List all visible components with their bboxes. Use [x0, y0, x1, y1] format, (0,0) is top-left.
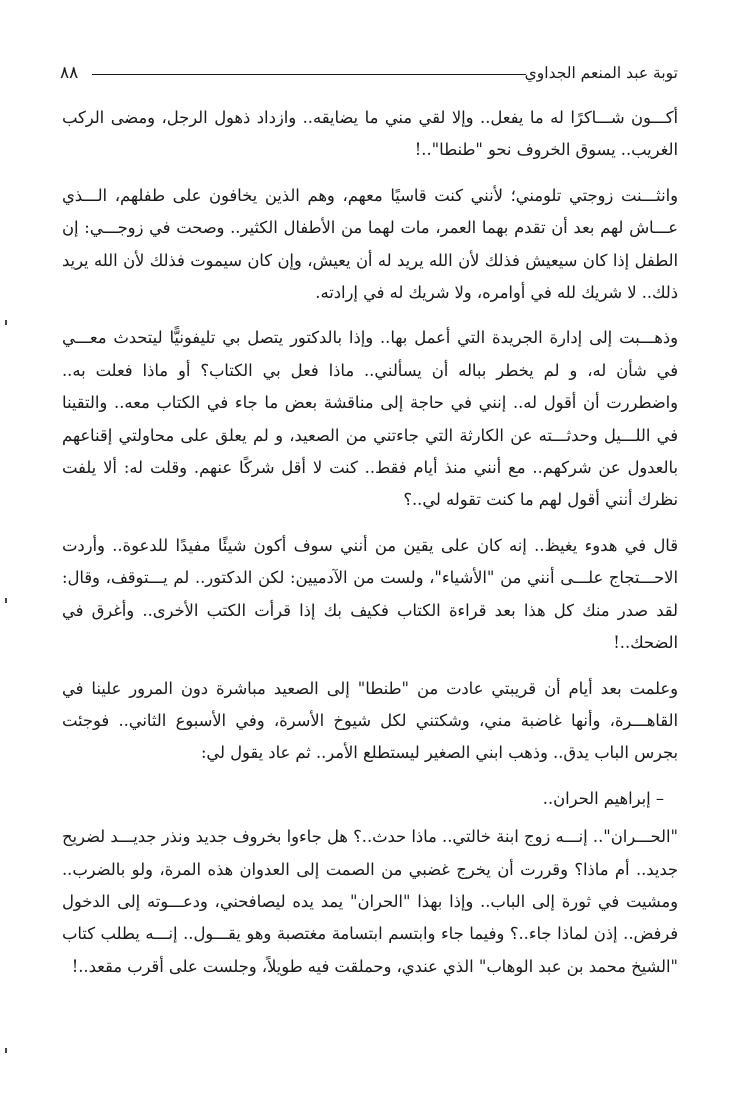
- body-text: [62, 102, 678, 996]
- page-header: [60, 62, 678, 88]
- page-number: ٨٨: [60, 63, 79, 83]
- margin-mark: [5, 1048, 7, 1053]
- paragraph: وذهـــبت إلى إدارة الجريدة التي أعمل بها.. وإذا بالدكتور يتصل بي تليفونيًّا ليتحدث معـــي في شأن له، و لم يخطر بباله أن يسألني.. ماذا فعل بي الكتاب؟ أو ماذا فعلت به.. واضطررت أن أقول له.. إنني في حاجة إلى مناقشة بعض ما جاء في الكتاب معه.. والتقينا في اللـــيل وحدثـــته عن الكارثة التي جاءتني من الصعيد، و لم يعلق على محاولتي إقناعهم بالعدول عن شركهم.. مع أنني منذ أيام فقط.. كنت لا أقل شركًا عنهم. وقلت له: ألا يلفت نظرك أنني أقول لهم ما كنت تقوله لي..؟: [62, 328, 678, 510]
- paragraph: أكـــون شـــاكرًا له ما يفعل.. وإلا لقي مني ما يضايقه.. وازداد ذهول الرجل، ومضى الركب الغريب.. يسوق الخروف نحو "طنطا"..!: [62, 108, 678, 160]
- paragraph: "الحـــران".. إنـــه زوج ابنة خالتي.. ماذا حدث..؟ هل جاءوا بخروف جديد ونذر جديـــد لضريح جديد.. أم ماذا؟ وقررت أن يخرج غضبي من الصمت إلى العدوان هذه المرة، ولو بالضرب.. ومشيت في ثورة إلى الباب.. وإذا بهذا "الحران" يمد يده ليصافحني، ودعـــوته إلى الدخول فرفض.. إذن لماذا جاء..؟ وفيما جاء وابتسم ابتسامة مغتصبة وهو يقـــول.. إنـــه يطلب كتاب "الشيخ محمد بن عبد الوهاب" الذي عندي، وحملقت فيه طويلاً، وجلست على أقرب مقعد..!: [62, 827, 678, 976]
- paragraph: قال في هدوء يغيظ.. إنه كان على يقين من أنني سوف أكون شيئًا مفيدًا للدعوة.. وأردت الاحـــتجاج علـــى أنني من "الأشياء"، ولست من الآدميين: لكن الدكتور.. لم يـــتوقف، وقال: لقد صدر منك كل هذا بعد قراءة الكتاب فكيف بك إذا قرأت الكتب الأخرى.. وأغرق في الضحك..!: [62, 535, 678, 653]
- paragraph: وعلمت بعد أيام أن قريبتي عادت من "طنطا" إلى الصعيد مباشرة دون المرور علينا في القاهـــرة، وأنها غاضبة مني، وشكتني لكل شيوخ الأسرة، وفي الأسبوع الثاني.. فوجئت بجرس الباب يدق.. وذهب ابني الصغير ليستطلع الأمر.. ثم عاد يقول لي:: [62, 678, 678, 763]
- margin-mark: [5, 320, 7, 325]
- margin-mark: [5, 598, 7, 603]
- paragraph: وانثـــنت زوجتي تلومني؛ لأنني كنت قاسيًا معهم، وهم الذين يخافون على طفلهم، الـــذي عـــاش لهم بعد أن تقدم بهما العمر، مات لهما من الأطفال الكثير.. وصحت في زوجـــي: إن الطفل إذا كان سيعيش فذلك لأن الله يريد له أن يعيش، وإن كان سيموت فذلك لأن الله يريد ذلك.. لا شريك لله في أوامره، ولا شريك له في إرادته.: [62, 185, 678, 303]
- running-title: توبة عبد المنعم الجداوي: [524, 64, 678, 82]
- header-rule: [92, 74, 526, 75]
- dialogue-line: – إبراهيم الحران..: [542, 788, 664, 808]
